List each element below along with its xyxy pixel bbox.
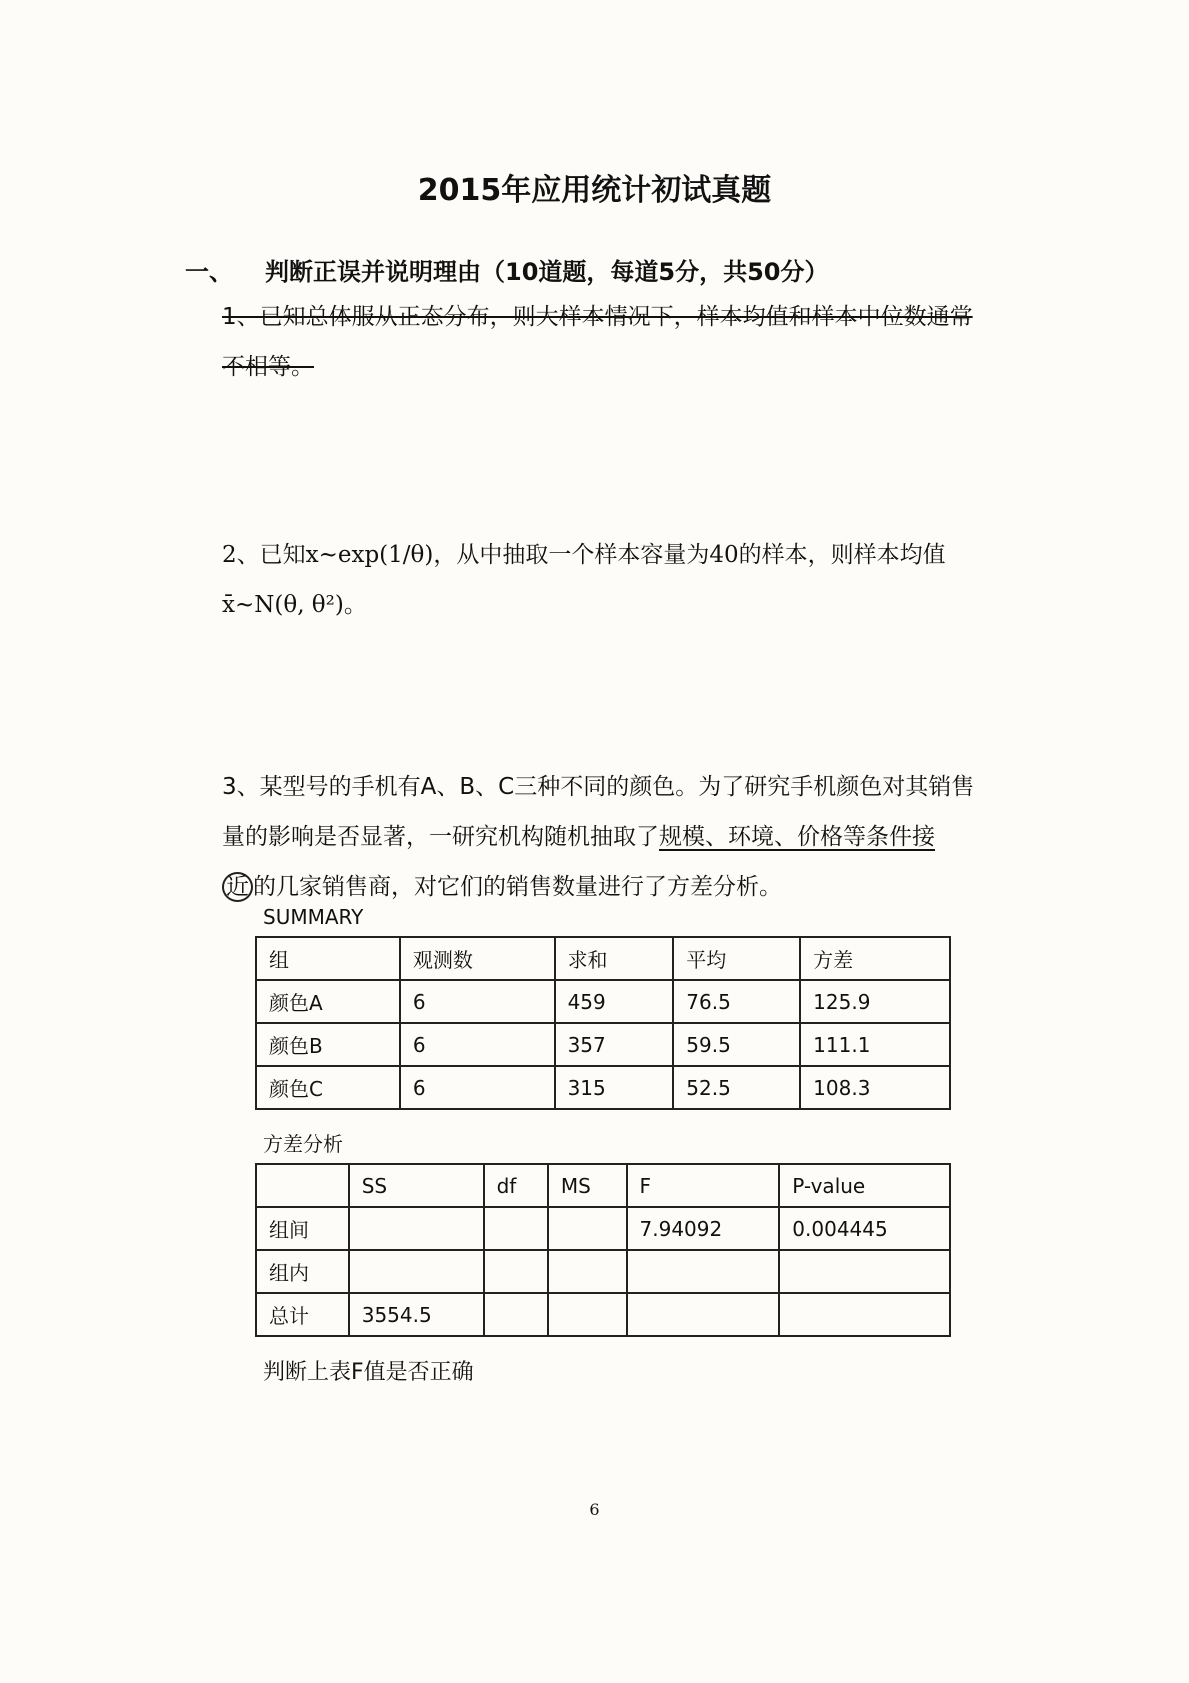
judge-instruction: 判断上表F值是否正确 — [263, 1360, 474, 1385]
question-2-line1: 2、已知x~exp(1/θ)，从中抽取一个样本容量为40的样本，则样本均值 — [222, 542, 946, 568]
table-row — [256, 1023, 950, 1066]
table-header-cell: 观测数 — [400, 937, 555, 980]
question-3-line1: 3、某型号的手机有A、B、C三种不同的颜色。为了研究手机颜色对其销售 — [222, 774, 975, 800]
table-cell: 459 — [555, 980, 674, 1023]
question-3-circled-char: 近 — [222, 872, 253, 902]
page-title: 2015年应用统计初试真题 — [417, 173, 772, 208]
table-cell — [627, 1250, 780, 1293]
table-cell — [627, 1293, 780, 1336]
question-3-line2-text: 量的影响是否显著，一研究机构随机抽取了 — [222, 824, 659, 850]
anova-table — [255, 1163, 951, 1337]
table-header-row — [256, 1164, 950, 1207]
table-header-cell: df — [484, 1164, 548, 1207]
question-3-line3-text: 的几家销售商，对它们的销售数量进行了方差分析。 — [253, 874, 782, 900]
table-cell: 59.5 — [673, 1023, 800, 1066]
question-3-underlined-text: 规模、环境、价格等条件接 — [659, 824, 935, 850]
anova-label: 方差分析 — [263, 1132, 343, 1156]
table-cell: 315 — [555, 1066, 674, 1109]
table-cell: 3554.5 — [349, 1293, 484, 1336]
table-cell — [779, 1293, 950, 1336]
table-cell: 111.1 — [800, 1023, 950, 1066]
table-cell: 组间 — [256, 1207, 349, 1250]
question-3-line2 — [222, 812, 982, 862]
table-cell — [548, 1293, 627, 1336]
table-row — [256, 1066, 950, 1109]
table-header-cell: 求和 — [555, 937, 674, 980]
table-cell: 组内 — [256, 1250, 349, 1293]
table-cell — [349, 1250, 484, 1293]
question-2 — [222, 530, 982, 630]
table-cell — [484, 1250, 548, 1293]
section-heading — [185, 252, 829, 287]
table-cell: 125.9 — [800, 980, 950, 1023]
table-cell: 颜色A — [256, 980, 400, 1023]
table-cell: 颜色C — [256, 1066, 400, 1109]
table-cell: 52.5 — [673, 1066, 800, 1109]
table-header-row — [256, 937, 950, 980]
table-row — [256, 1250, 950, 1293]
table-row — [256, 1207, 950, 1250]
summary-label: SUMMARY — [263, 905, 364, 929]
table-row — [256, 980, 950, 1023]
table-cell: 0.004445 — [779, 1207, 950, 1250]
table-cell: 总计 — [256, 1293, 349, 1336]
question-3 — [222, 762, 982, 912]
table-cell: 6 — [400, 1023, 555, 1066]
table-cell — [484, 1207, 548, 1250]
table-cell: 7.94092 — [627, 1207, 780, 1250]
table-header-cell: 方差 — [800, 937, 950, 980]
table-cell: 76.5 — [673, 980, 800, 1023]
table-cell — [779, 1250, 950, 1293]
table-cell: 颜色B — [256, 1023, 400, 1066]
table-cell: 108.3 — [800, 1066, 950, 1109]
table-header-cell: F — [627, 1164, 780, 1207]
question-2-line2: x̄~N(θ, θ²)。 — [222, 592, 367, 618]
table-cell: 357 — [555, 1023, 674, 1066]
table-cell: 6 — [400, 980, 555, 1023]
table-header-cell: MS — [548, 1164, 627, 1207]
page-number: 6 — [589, 1500, 600, 1519]
table-cell: 6 — [400, 1066, 555, 1109]
table-header-cell: 平均 — [673, 937, 800, 980]
section-number: 一、 — [185, 258, 233, 286]
question-1 — [222, 292, 982, 392]
table-header-cell: SS — [349, 1164, 484, 1207]
table-header-cell: P-value — [779, 1164, 950, 1207]
table-cell — [548, 1207, 627, 1250]
table-cell — [349, 1207, 484, 1250]
table-row — [256, 1293, 950, 1336]
section-title: 判断正误并说明理由（10道题，每道5分，共50分） — [265, 258, 829, 286]
table-header-cell: 组 — [256, 937, 400, 980]
table-cell — [484, 1293, 548, 1336]
summary-table — [255, 936, 951, 1110]
question-1-line1: 1、已知总体服从正态分布，则大样本情况下，样本均值和样本中位数通常 — [222, 304, 973, 330]
table-cell — [548, 1250, 627, 1293]
question-1-line2: 不相等。 — [222, 354, 314, 380]
table-header-cell — [256, 1164, 349, 1207]
